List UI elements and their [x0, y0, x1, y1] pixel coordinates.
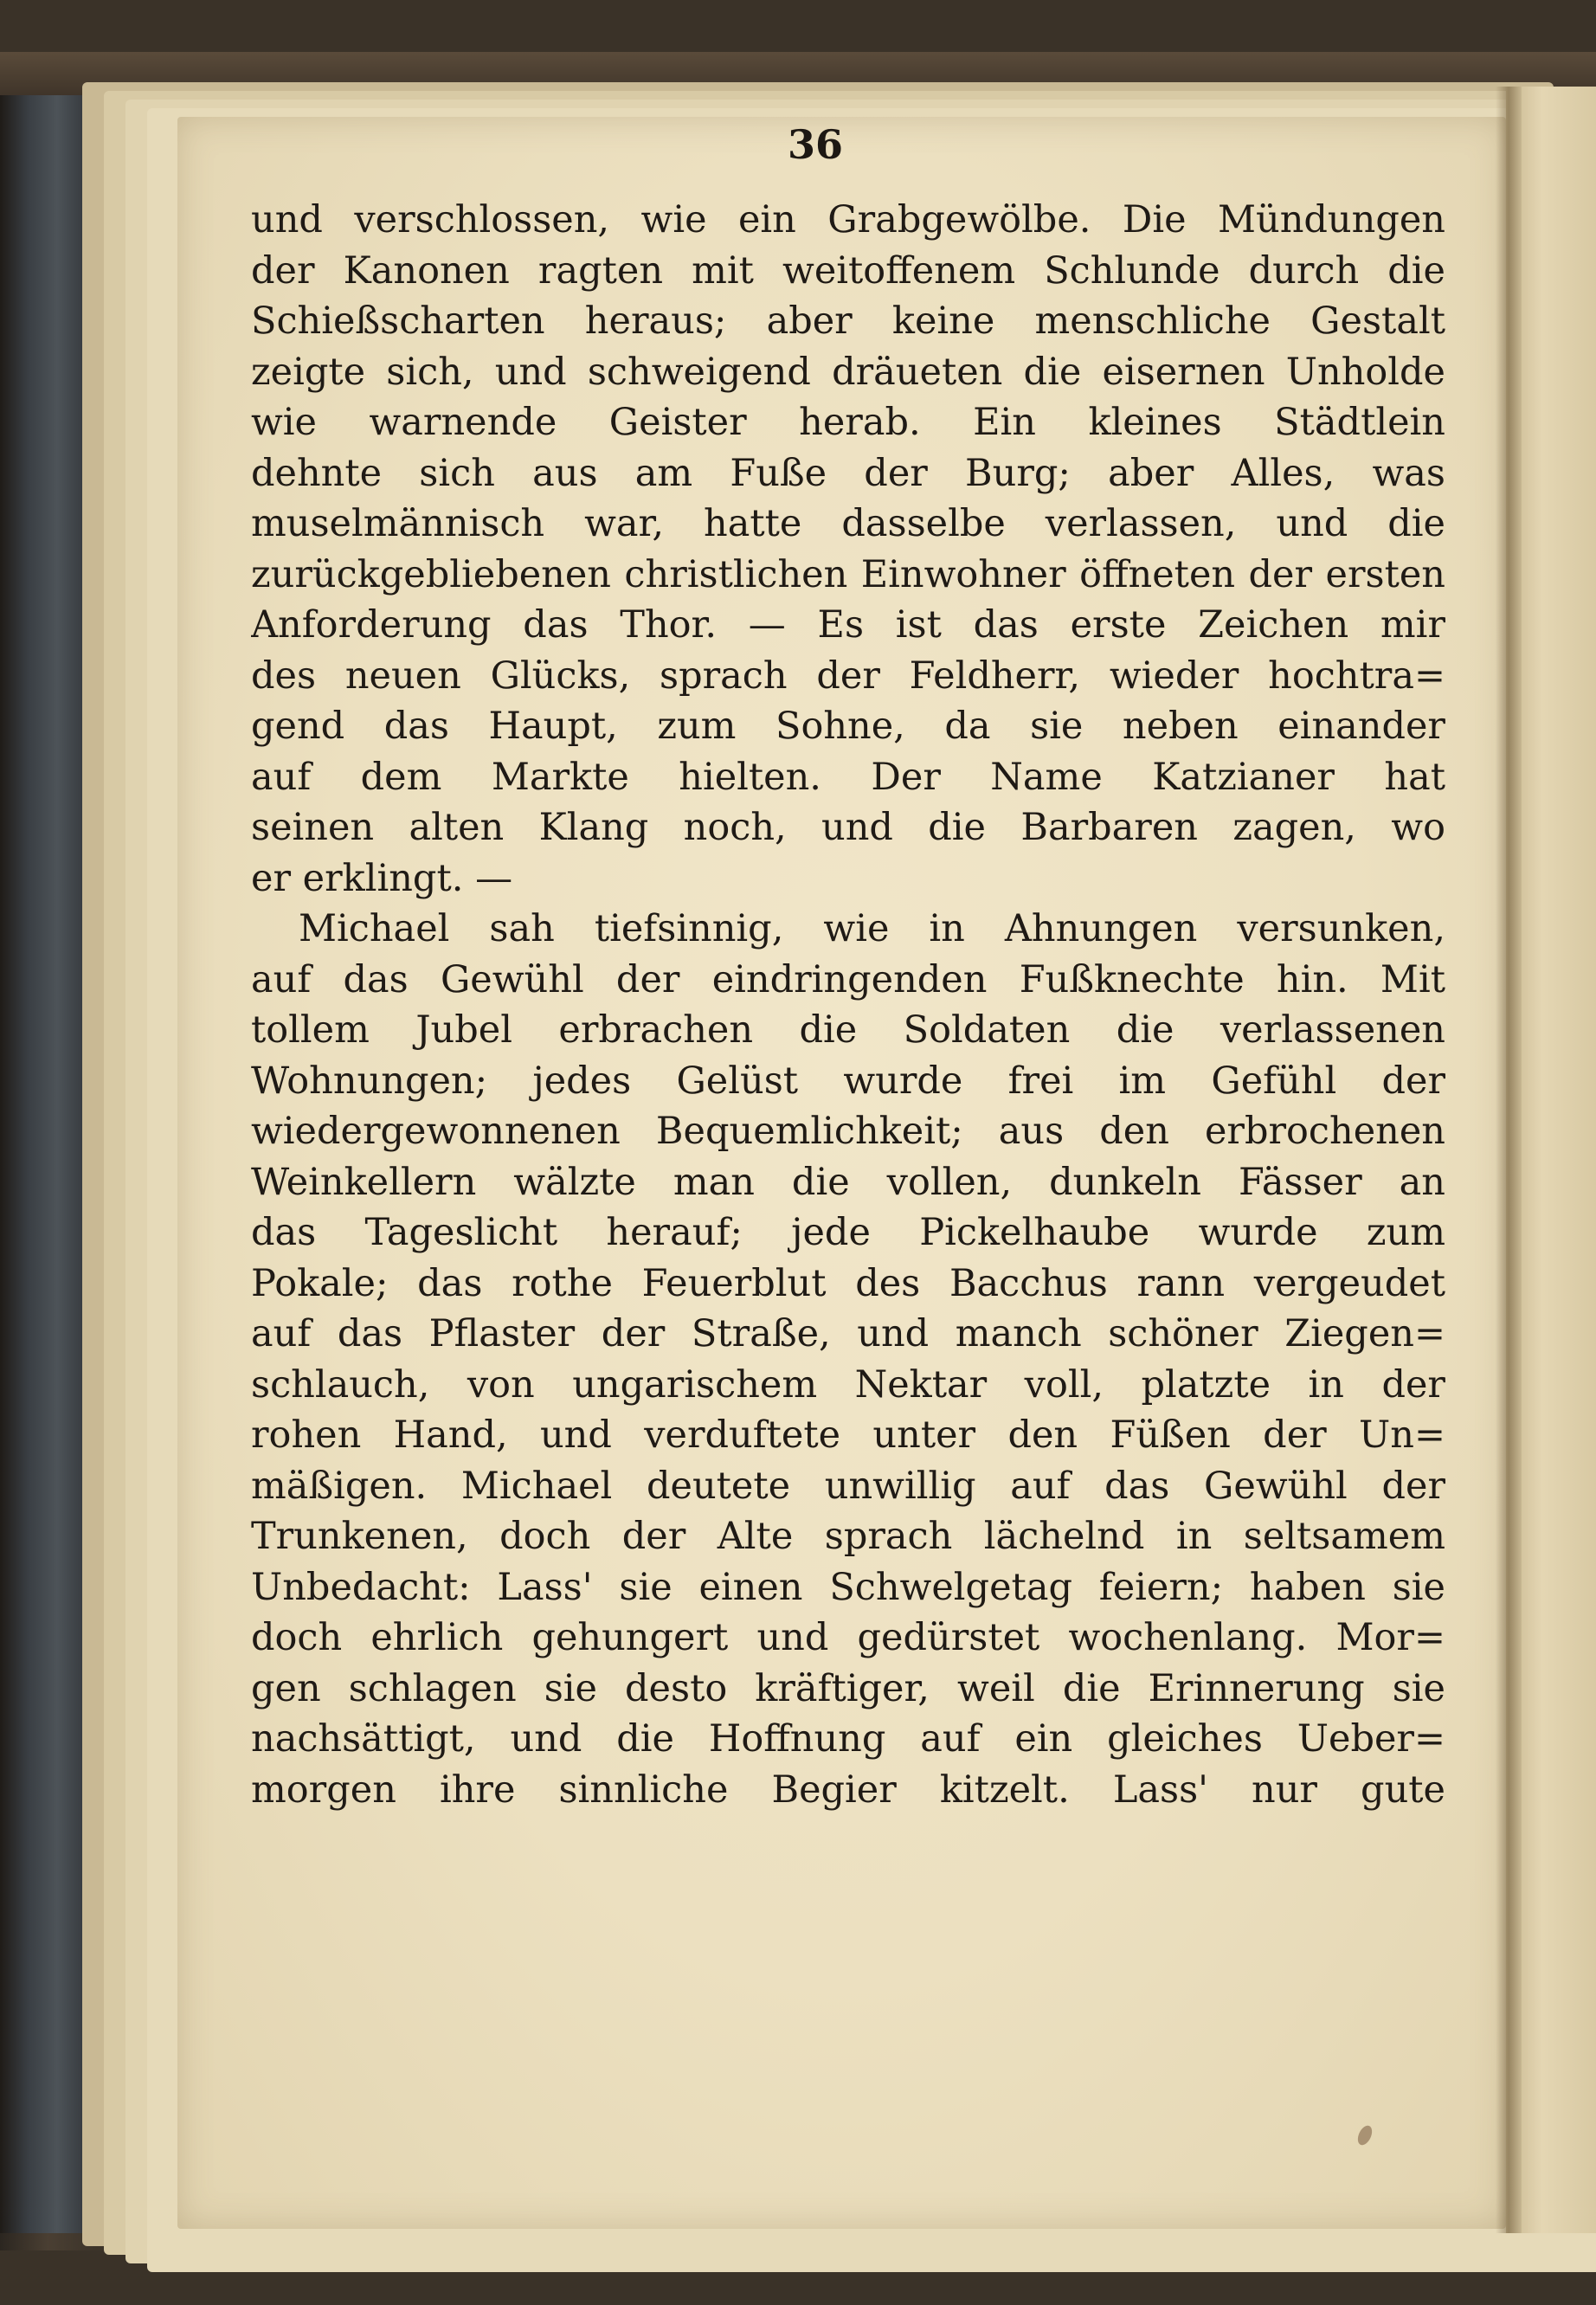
text-line: wie warnende Geister herab. Ein kleines Städtlein — [251, 401, 1445, 444]
text-line: gend das Haupt, zum Sohne, da sie neben einander — [251, 705, 1445, 748]
text-line: und verschlossen, wie ein Grabgewölbe. Die Mündungen — [251, 198, 1445, 241]
text-line: Unbedacht: Lass' sie einen Schwelgetag feiern; haben sie — [251, 1565, 1445, 1609]
text-line: tollem Jubel erbrachen die Soldaten die verlassenen — [251, 1008, 1445, 1052]
text-line: Anforderung das Thor. — Es ist das erste Zeichen mir — [251, 603, 1445, 647]
book-spine — [0, 95, 95, 2233]
text-line: der Kanonen ragten mit weitoffenem Schlunde durch die — [251, 248, 1445, 293]
text-line: er erklingt. — — [251, 856, 513, 900]
text-line: Weinkellern wälzte man die vollen, dunkeln Fässer an — [251, 1160, 1445, 1204]
text-line: Wohnungen; jedes Gelüst wurde frei im Gefühl der — [251, 1059, 1445, 1103]
page-number: 36 — [787, 121, 843, 168]
text-line: gen schlagen sie desto kräftiger, weil die Erinnerung sie — [251, 1666, 1445, 1710]
text-line: muselmännisch war, hatte dasselbe verlassen, und die — [251, 502, 1445, 545]
text-line: zurückgebliebenen christlichen Einwohner öffneten der ersten — [251, 552, 1445, 596]
text-line: morgen ihre sinnliche Begier kitzelt. Lass' nur gute — [251, 1767, 1445, 1812]
text-line: zeigte sich, und schweigend dräueten die eisernen Unholde — [251, 350, 1445, 394]
body-text — [251, 195, 1445, 1815]
text-line: das Tageslicht herauf; jede Pickelhaube wurde zum — [251, 1211, 1445, 1254]
text-line: doch ehrlich gehungert und gedürstet wochenlang. Mor= — [251, 1616, 1445, 1659]
page-gutter-shadow — [1496, 87, 1522, 2233]
text-line: Pokale; das rothe Feuerblut des Bacchus rann vergeudet — [251, 1261, 1445, 1305]
text-line: auf das Gewühl der eindringenden Fußknechte hin. Mit — [251, 957, 1445, 1001]
text-line: Trunkenen, doch der Alte sprach lächelnd in seltsamem — [251, 1515, 1445, 1558]
text-line: nachsättigt, und die Hoffnung auf ein gleiches Ueber= — [251, 1717, 1445, 1761]
text-line: mäßigen. Michael deutete unwillig auf das Gewühl der — [251, 1464, 1445, 1508]
text-line: dehnte sich aus am Fuße der Burg; aber Alles, was — [251, 451, 1445, 495]
text-line: wiedergewonnenen Bequemlichkeit; aus den erbrochenen — [251, 1110, 1445, 1153]
text-line: Michael sah tiefsinnig, wie in Ahnungen versunken, — [299, 907, 1445, 950]
text-line: auf dem Markte hielten. Der Name Katzianer hat — [251, 755, 1445, 799]
text-line: seinen alten Klang noch, und die Barbaren zagen, wo — [251, 806, 1445, 849]
text-line: Schießscharten heraus; aber keine menschliche Gestalt — [251, 299, 1445, 343]
text-line: schlauch, von ungarischem Nektar voll, platzte in der — [251, 1362, 1445, 1407]
text-line: des neuen Glücks, sprach der Feldherr, wieder hochtra= — [251, 654, 1445, 698]
text-line: rohen Hand, und verduftete unter den Füßen der Un= — [251, 1413, 1445, 1457]
text-line: auf das Pflaster der Straße, und manch schöner Ziegen= — [251, 1312, 1445, 1355]
ink-smudge — [1355, 2123, 1375, 2147]
